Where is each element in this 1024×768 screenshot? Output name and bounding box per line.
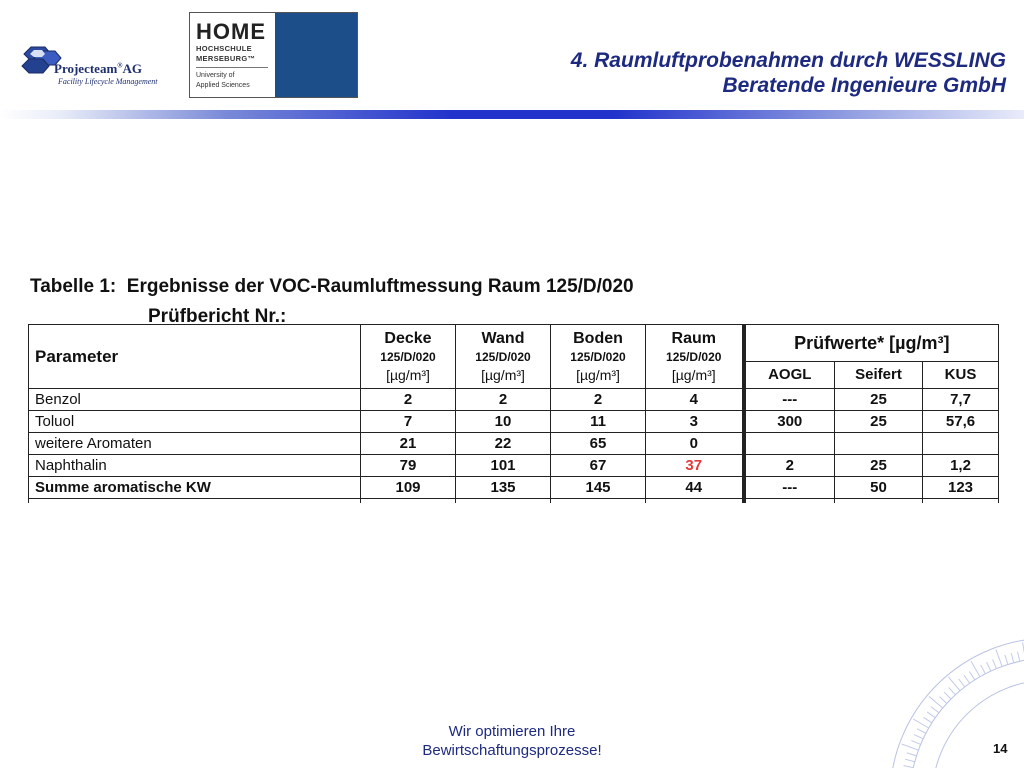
cell-kus	[923, 433, 999, 455]
home-line-4: Applied Sciences	[196, 82, 250, 89]
projecteam-tagline: Facility Lifecycle Management	[58, 77, 158, 86]
cell-seifert: 25	[835, 389, 923, 411]
row-name: Toluol	[29, 411, 361, 433]
cell-aogl: 300	[744, 411, 835, 433]
header-aogl: AOGL	[744, 362, 835, 389]
cell-boden: 67	[551, 455, 646, 477]
table-row	[29, 389, 999, 411]
logo-blue-panel	[275, 13, 357, 97]
cell-seifert: 25	[835, 455, 923, 477]
cell-aogl: ---	[744, 477, 835, 499]
cell-raum: 3	[646, 411, 744, 433]
header-col-raum: Raum 125/D/020 [µg/m³]	[646, 325, 744, 389]
header-seifert: Seifert	[835, 362, 923, 389]
row-name: Summe aromatische KW	[29, 477, 361, 499]
hochschule-merseburg-logo	[189, 12, 358, 98]
cell-decke: 2	[361, 389, 456, 411]
header-col-boden: Boden 125/D/020 [µg/m³]	[551, 325, 646, 389]
header-gradient-bar	[0, 110, 1024, 119]
cell-raum: 0	[646, 433, 744, 455]
projecteam-brand: Projecteam®AG	[54, 61, 143, 76]
cell-boden: 11	[551, 411, 646, 433]
cell-kus: 7,7	[923, 389, 999, 411]
row-name: Naphthalin	[29, 455, 361, 477]
page-number: 14	[993, 741, 1008, 756]
slide-title-line-2: Beratende Ingenieure GmbH	[722, 74, 1006, 97]
cell-wand: 22	[456, 433, 551, 455]
cell-decke: 79	[361, 455, 456, 477]
header-kus: KUS	[923, 362, 999, 389]
cell-wand: 10	[456, 411, 551, 433]
header-pruefwerte: Prüfwerte* [µg/m³]	[744, 325, 999, 362]
footer-slogan-line-2: Bewirtschaftungsprozesse!	[422, 742, 602, 759]
footer-slogan-line-1: Wir optimieren Ihre	[448, 723, 576, 740]
table-caption-line-2: Prüfbericht Nr.:	[148, 306, 287, 327]
cell-decke: 21	[361, 433, 456, 455]
home-line-1: HOCHSCHULE	[196, 44, 252, 53]
cell-kus: 1,2	[923, 455, 999, 477]
cell-boden: 65	[551, 433, 646, 455]
table-row	[29, 433, 999, 455]
cell-wand: 135	[456, 477, 551, 499]
table-row	[29, 411, 999, 433]
voc-table	[28, 324, 999, 503]
cell-kus: 123	[923, 477, 999, 499]
slide-title-line-1: 4. Raumluftprobenahmen durch WESSLING	[570, 49, 1006, 72]
header-col-wand: Wand 125/D/020 [µg/m³]	[456, 325, 551, 389]
row-name: Benzol	[29, 389, 361, 411]
cell-aogl: 2	[744, 455, 835, 477]
logo-divider	[196, 67, 268, 68]
cell-raum-highlighted: 37	[646, 455, 744, 477]
home-line-2: MERSEBURG™	[196, 54, 256, 63]
table-row-cut-off	[29, 499, 999, 504]
slide-title	[571, 48, 1006, 98]
cell-raum: 4	[646, 389, 744, 411]
cell-seifert	[835, 433, 923, 455]
cell-boden: 145	[551, 477, 646, 499]
header-parameter: Parameter	[29, 325, 361, 389]
footer-slogan	[410, 722, 614, 760]
home-line-3: University of	[196, 72, 235, 79]
cell-wand: 2	[456, 389, 551, 411]
home-wordmark: HOME	[196, 19, 266, 44]
table-caption: Tabelle 1: Ergebnisse der VOC-Raumluftmessung Raum 125/D/020	[30, 276, 634, 297]
projecteam-logo	[18, 44, 158, 92]
cell-decke: 7	[361, 411, 456, 433]
cell-wand: 101	[456, 455, 551, 477]
table-row-total	[29, 477, 999, 499]
cell-raum: 44	[646, 477, 744, 499]
cell-aogl: ---	[744, 389, 835, 411]
header-col-decke: Decke 125/D/020 [µg/m³]	[361, 325, 456, 389]
row-name: weitere Aromaten	[29, 433, 361, 455]
cell-boden: 2	[551, 389, 646, 411]
voc-measurement-table	[24, 262, 1002, 514]
cell-seifert: 25	[835, 411, 923, 433]
cell-seifert: 50	[835, 477, 923, 499]
cell-kus: 57,6	[923, 411, 999, 433]
cell-aogl	[744, 433, 835, 455]
cell-decke: 109	[361, 477, 456, 499]
table-row	[29, 455, 999, 477]
